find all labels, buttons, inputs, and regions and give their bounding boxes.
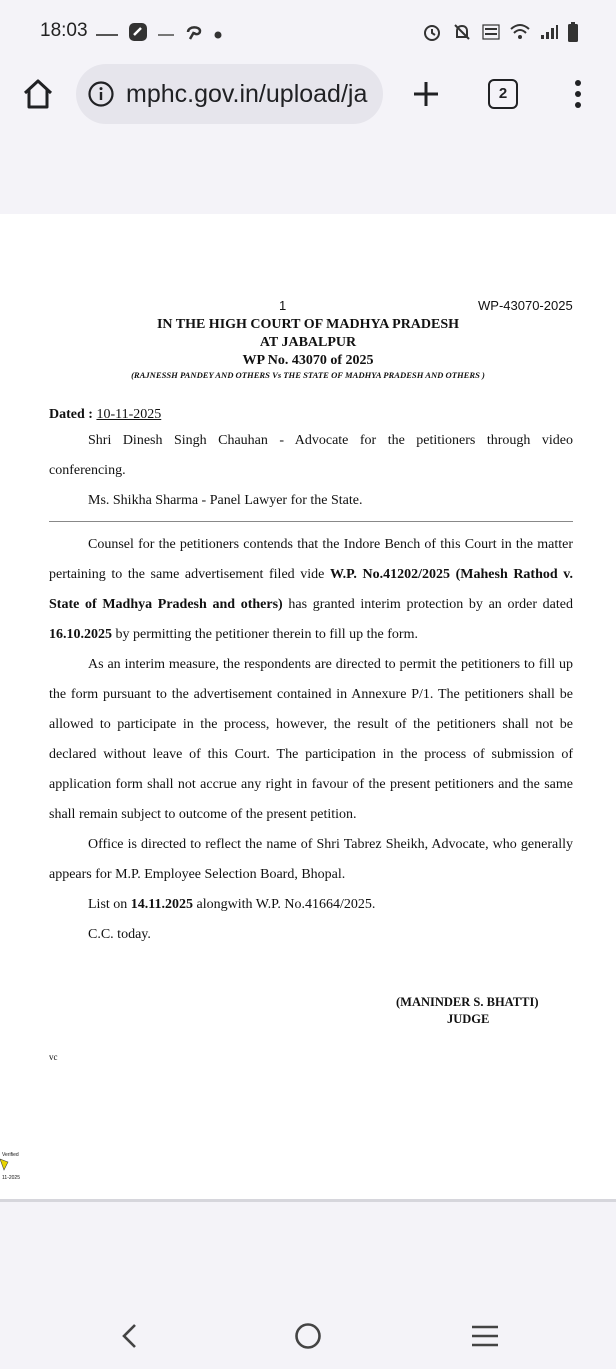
dated-line [49, 407, 161, 423]
recents-icon [471, 1324, 499, 1348]
notification-icon [158, 26, 174, 44]
case-reference: WP-43070-2025 [478, 298, 573, 313]
status-time: 18:03 [40, 20, 88, 41]
samsung-icon [96, 26, 118, 44]
order-body [49, 530, 573, 950]
signature-stamp-icon [0, 1156, 14, 1174]
paragraph-1: Counsel for the petitioners contends that the Indore Bench of this Court in the matter pertaining to the same advertisement filed vide W.P. No.41202/2025 (Mahesh Rathod v. State of Madhya Pradesh and others) has granted interim protection by an order dated 16.10.2025 by permitting the petitioner therein to fill up the form. [49, 537, 573, 642]
status-bar [0, 0, 616, 62]
url-text[interactable]: mphc.gov.in/upload/ja [126, 80, 368, 108]
judge-name: (MANINDER S. BHATTI) [396, 995, 539, 1009]
court-name: IN THE HIGH COURT OF MADHYA PRADESH [156, 317, 460, 332]
tab-switcher-button[interactable]: 2 [488, 79, 518, 109]
judge-title: JUDGE [447, 1012, 490, 1026]
battery-icon [568, 22, 578, 47]
document-page [0, 214, 616, 1200]
dated-value: 10-11-2025 [96, 407, 162, 422]
paragraph-4: List on 14.11.2025 alongwith W.P. No.41664/2025. [88, 897, 376, 912]
appearance-petitioner-cont: conferencing. [49, 463, 126, 478]
mute-icon [452, 22, 472, 47]
volte-icon [482, 22, 500, 47]
court-location: AT JABALPUR [259, 335, 357, 350]
initials: vc [49, 1052, 58, 1062]
page-number: 1 [279, 298, 287, 313]
verified-stamp: Verified 11-2025 [2, 1152, 20, 1181]
home-icon [20, 76, 56, 112]
case-number: WP No. 43070 of 2025 [242, 353, 374, 368]
info-icon[interactable] [88, 81, 114, 107]
back-icon [116, 1322, 144, 1350]
paragraph-5: C.C. today. [88, 927, 151, 942]
back-button[interactable] [116, 1322, 144, 1350]
paragraph-2: As an interim measure, the respondents are directed to permit the petitioners to fill up the form pursuant to the advertisement contained in Annexure P/1. The petitioners shall be allowed to participate in the process, however, the result of the petitioners shall not be declared without leave of this Court. The participation in the process of submission of application form shall not accrue any right in favour of the present petitioners and the same shall remain subject to outcome of the present petition. [49, 657, 573, 822]
alarm-icon [422, 22, 442, 47]
dated-label: Dated : [49, 407, 93, 422]
recents-button[interactable] [471, 1324, 499, 1348]
wifi-icon [510, 23, 530, 46]
signal-icon [540, 24, 558, 45]
menu-button[interactable] [566, 76, 590, 112]
more-vert-icon [566, 76, 590, 112]
appearances [49, 426, 573, 516]
case-parties: (RAJNESSH PANDEY AND OTHERS Vs THE STATE OF MADHYA PRADESH AND OTHERS ) [131, 370, 485, 380]
page-edge [0, 1199, 616, 1202]
appearance-state: Ms. Shikha Sharma - Panel Lawyer for the State. [88, 493, 363, 508]
navigation-bar [0, 1300, 616, 1369]
status-right-icons [422, 22, 578, 47]
home-nav-button[interactable] [294, 1322, 322, 1350]
home-circle-icon [294, 1322, 322, 1350]
new-tab-button[interactable] [408, 76, 444, 112]
dot-icon [214, 26, 222, 44]
home-button[interactable] [20, 76, 56, 112]
appearance-petitioner: Shri Dinesh Singh Chauhan - Advocate for the petitioners through video [88, 433, 573, 448]
app-icon [128, 22, 148, 47]
plus-icon [408, 76, 444, 112]
swirl-icon [184, 22, 204, 47]
status-left-icons [96, 22, 222, 47]
divider [49, 521, 573, 522]
browser-toolbar [0, 62, 616, 128]
paragraph-3: Office is directed to reflect the name of Shri Tabrez Sheikh, Advocate, who generally appears for M.P. Employee Selection Board, Bhopal. [49, 837, 573, 882]
address-bar[interactable] [76, 64, 383, 124]
